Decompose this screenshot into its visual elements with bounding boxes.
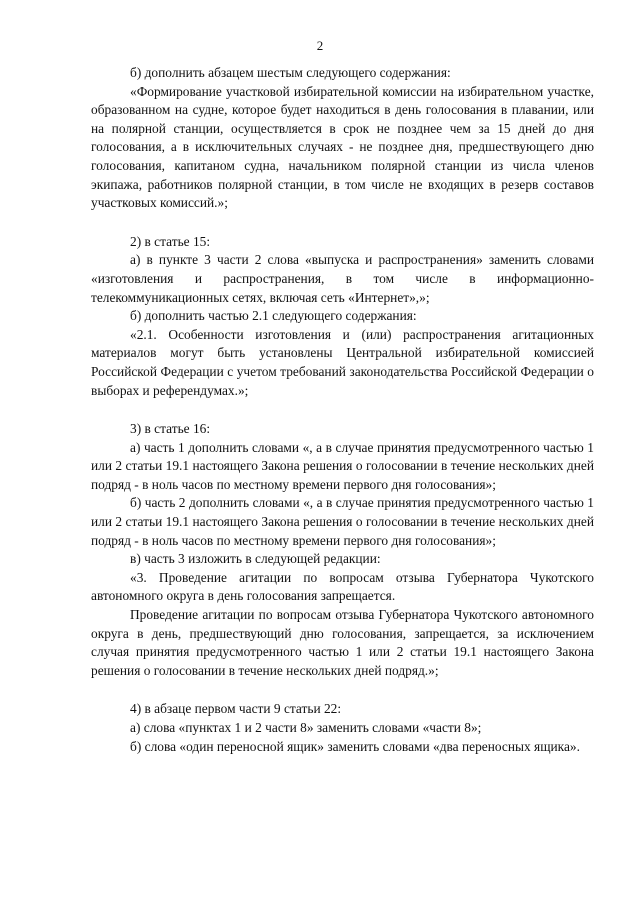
paragraph: 2) в статье 15: bbox=[130, 233, 211, 249]
paragraph-gap bbox=[91, 680, 594, 700]
paragraph: б) дополнить абзацем шестым следующего содержания: bbox=[130, 65, 451, 80]
paragraph-gap bbox=[91, 213, 594, 233]
paragraph: а) часть 1 дополнить словами «, а в случае принятия предусмотренного частью 1 или 2 статьи 19.1 настоящего Закона решения о голосовании в течение нескольких дней подряд - в ноль часов по местному времени первого дня голосования»; bbox=[91, 439, 594, 492]
paragraph: Проведение агитации по вопросам отзыва Губернатора Чукотского автономного округа в день, предшествующий дню голосования, запрещается, за исключением случая принятия предусмотренного частью 1 или 2 статьи 19.1 настоящего Закона решения о голосовании в течение нескольких дней подряд.»; bbox=[91, 607, 594, 678]
paragraph: а) в пункте 3 части 2 слова «выпуска и распространения» заменить словами «изготовления и распространения, в том числе в информационно-телекоммуникационных сетях, включая сеть «Интернет»,»; bbox=[91, 252, 594, 305]
paragraph-gap bbox=[91, 400, 594, 420]
paragraph: 3) в статье 16: bbox=[130, 421, 211, 437]
document-body bbox=[91, 64, 594, 756]
paragraph: 4) в абзаце первом части 9 статьи 22: bbox=[130, 701, 342, 717]
paragraph: б) дополнить частью 2.1 следующего содержания: bbox=[130, 308, 417, 324]
page-number: 2 bbox=[316, 38, 324, 53]
paragraph: «3. Проведение агитации по вопросам отзыва Губернатора Чукотского автономного округа в день голосования запрещается. bbox=[91, 569, 594, 604]
paragraph: б) слова «один переносной ящик» заменить словами «два переносных ящика». bbox=[130, 738, 580, 754]
paragraph: «Формирование участковой избирательной комиссии на избирательном участке, образованном на судне, которое будет находиться в день голосования в плавании, или на полярной станции, осуществляется в срок не позднее чем за 15 дней до дня голосования, а в исключительных случаях - не позднее дня, предшествующего дню голосования, капитаном судна, начальником полярной станции из числа членов экипажа, работников полярной станции, в том числе не входящих в резерв составов участковых комиссий.»; bbox=[91, 83, 594, 211]
paragraph: в) часть 3 изложить в следующей редакции: bbox=[130, 551, 381, 567]
paragraph: б) часть 2 дополнить словами «, а в случае принятия предусмотренного частью 1 или 2 статьи 19.1 настоящего Закона решения о голосовании в течение нескольких дней подряд - в ноль часов по местному времени первого дня голосования»; bbox=[91, 495, 594, 548]
paragraph: а) слова «пунктах 1 и 2 части 8» заменить словами «части 8»; bbox=[130, 720, 482, 735]
paragraph: «2.1. Особенности изготовления и (или) распространения агитационных материалов могут быть установлены Центральной избирательной комиссией Российской Федерации с учетом требований законодательства Российской Федерации о выборах и референдумах.»; bbox=[91, 326, 594, 398]
